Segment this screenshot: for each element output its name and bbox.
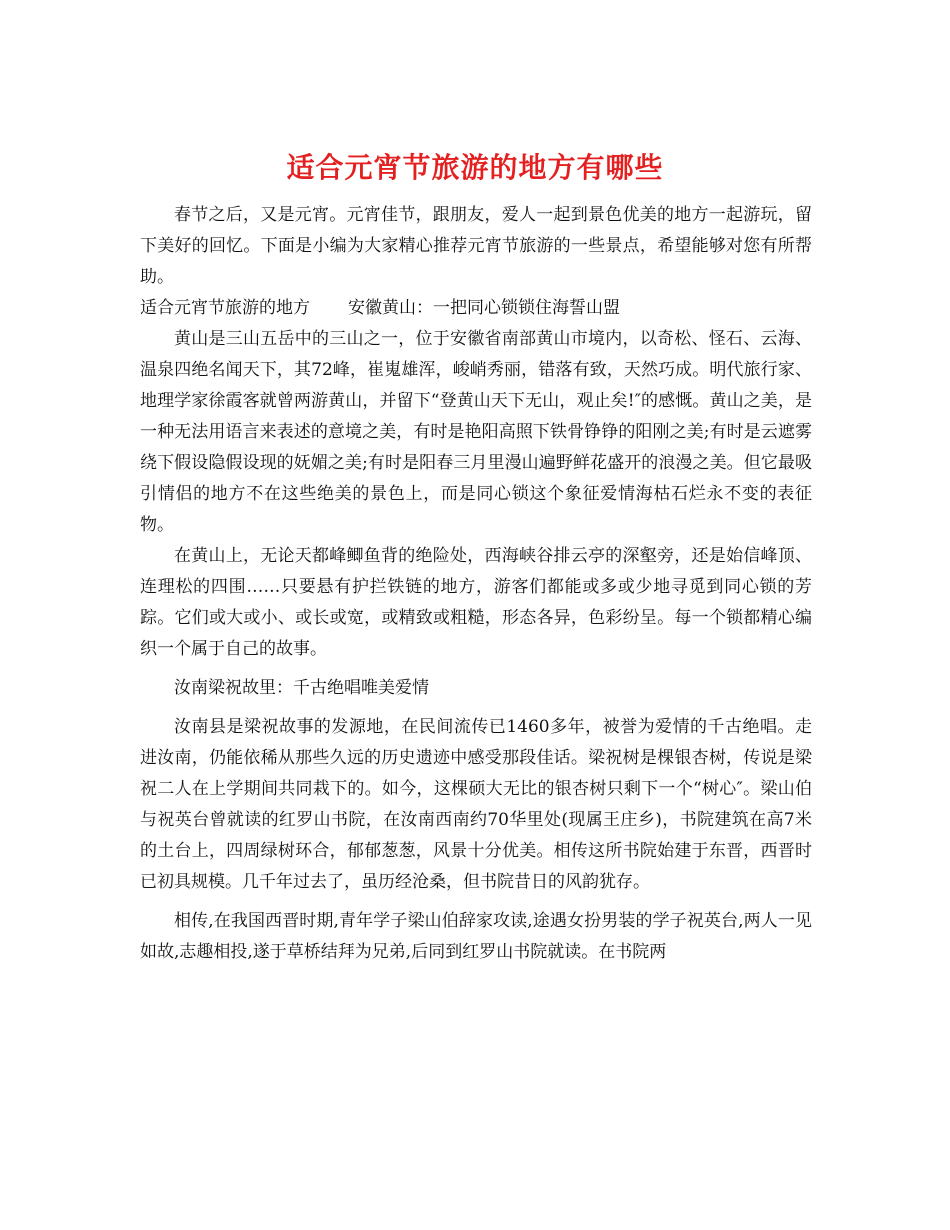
runan-heading: 汝南梁祝故里：千古绝唱唯美爱情 <box>174 678 429 698</box>
section-heading-right: 安徽黄山：一把同心锁锁住海誓山盟 <box>348 298 620 318</box>
runan-paragraph-2: 相传,在我国西晋时期,青年学子梁山伯辞家攻读,途遇女扮男装的学子祝英台,两人一见如故,志趣相投,遂于草桥结拜为兄弟,后同到红罗山书院就读。在书院两 <box>140 911 812 962</box>
article-body <box>140 200 812 968</box>
runan-paragraph-1: 汝南县是梁祝故事的发源地，在民间流传已1460多年，被誉为爱情的千古绝唱。走进汝南，仍能依稀从那些久远的历史遗迹中感受那段佳话。梁祝树是棵银杏树，传说是梁祝二人在上学期间共同栽下的。如今，这棵硕大无比的银杏树只剩下一个“树心″。梁山伯与祝英台曾就读的红罗山书院，在汝南西南约70华里处(现属王庄乡)，书院建筑在高7米的土台上，四周绿树环合，郁郁葱葱，风景十分优美。相传这所书院始建于东晋，西晋时已初具规模。几千年过去了，虽历经沧桑，但书院昔日的风韵犹存。 <box>140 717 812 892</box>
page-title: 适合元宵节旅游的地方有哪些 <box>286 150 664 184</box>
section-heading-left: 适合元宵节旅游的地方 <box>140 298 310 318</box>
huangshan-paragraph-1: 黄山是三山五岳中的三山之一，位于安徽省南部黄山市境内，以奇松、怪石、云海、温泉四绝名闻天下，其72峰，崔嵬雄浑，峻峭秀丽，错落有致，天然巧成。明代旅行家、地理学家徐霞客就曾两游黄山，并留下“登黄山天下无山，观止矣!″的感慨。黄山之美，是一种无法用语言来表述的意境之美，有时是艳阳高照下铁骨铮铮的阳刚之美;有时是云遮雾绕下假设隐假设现的妩媚之美;有时是阳春三月里漫山遍野鲜花盛开的浪漫之美。但它最吸引情侣的地方不在这些绝美的景色上，而是同心锁这个象征爱情海枯石烂永不变的表征物。 <box>140 329 812 535</box>
intro-paragraph: 春节之后，又是元宵。元宵佳节，跟朋友，爱人一起到景色优美的地方一起游玩，留下美好的回忆。下面是小编为大家精心推荐元宵节旅游的一些景点，希望能够对您有所帮助。 <box>140 205 812 287</box>
section-heading <box>140 293 812 324</box>
huangshan-paragraph-2: 在黄山上，无论天都峰鲫鱼背的绝险处，西海峡谷排云亭的深壑旁，还是始信峰顶、连理松的四围……只要悬有护拦铁链的地方，游客们都能或多或少地寻觅到同心锁的芳踪。它们或大或小、或长或宽，或精致或粗糙，形态各异，色彩纷呈。每一个锁都精心编织一个属于自己的故事。 <box>140 546 812 659</box>
